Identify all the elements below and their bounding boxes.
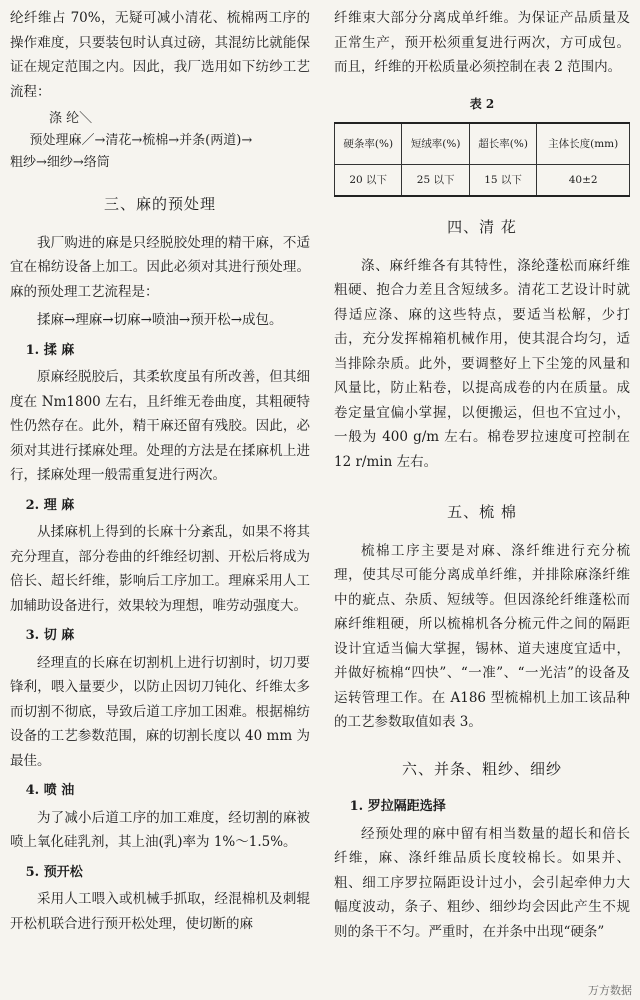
table-caption: 表 2 [469,96,495,111]
intro-paragraph: 纶纤维占 70%，无疑可减小清花、梳棉两工序的操作难度，只要装包时认真过磅，其混纺比就能保证在规定范围之内。因此，我厂选用如下纺纱工艺流程： [10,10,310,100]
table-header-cell: 超长率(%) [469,123,536,165]
table-cell: 40±2 [537,165,630,197]
table-2 [334,122,630,197]
table-cell: 15 以下 [469,165,536,197]
subheading-2: 2. 理 麻 [25,497,75,513]
subheading-6-1: 1. 罗拉隔距选择 [349,799,446,814]
left-column [10,6,310,936]
section-3-paragraph: 我厂购进的麻是只经脱胶处理的精干麻，不适宜在棉纺设备上加工。因此必须对其进行预处理。麻的预处理工艺流程是： [10,234,310,300]
paragraph-3: 经理直的长麻在切割机上进行切割时，切刀要锋利，喂入量要少，以防止因切刀钝化、纤维太多而切割不彻底，导致后道工序加工困难。根据棉纺设备的工艺参数范围，麻的切割长度以 40 mm 为最佳。 [10,654,310,769]
section-heading-6: 六、并条、粗纱、细纱 [401,759,562,778]
flow-line-3: 粗纱→细纱→络筒 [10,155,110,170]
section-heading-3: 三、麻的预处理 [103,195,216,213]
subheading-4: 4. 喷 油 [25,783,75,798]
table-row [335,165,630,197]
spinning-process-flow [10,108,310,174]
flow-line-1: 涤 纶＼ [49,111,93,126]
flow-line-2: 预处理麻／→清花→梳棉→并条(两道)→ [29,133,253,148]
paragraph-4: 为了减小后道工序的加工难度，经切割的麻被喷上氧化硅乳剂，其上油(乳)率为 1%～1.5%。 [10,809,310,850]
table-header-cell: 硬条率(%) [335,123,402,165]
section-5-paragraph: 梳棉工序主要是对麻、涤纤维进行充分梳理，使其尽可能分离成单纤维，并排除麻涤纤维中的疵点、杂质、短绒等。但因涤纶纤维蓬松而麻纤维粗硬，所以梳棉机各分梳元件之间的隔距设计宜适当偏大掌握，锡林、道夫速度宜适中，并做好梳棉“四快”、“一准”、“一光洁”的设备及运转管理工作。在 A186 型梳棉机上加工该品种的工艺参数取值如表 3。 [334,542,630,730]
continued-paragraph: 纤维束大部分分离成单纤维。为保证产品质量及正常生产，预开松须重复进行两次，方可成包。而且，纤维的开松质量必须控制在表 2 范围内。 [334,10,630,75]
subheading-5: 5. 预开松 [25,864,83,880]
pretreatment-flow: 揉麻→理麻→切麻→喷油→预开松→成包。 [37,312,283,328]
table-cell: 25 以下 [402,165,469,197]
subheading-3: 3. 切 麻 [25,628,75,643]
paragraph-2: 从揉麻机上得到的长麻十分紊乱，如果不将其充分理直，部分卷曲的纤维经切割、开松后将成为倍长、超长纤维，影响后工序加工。理麻采用人工加辅助设备进行，效果较为理想，唯劳动强度大。 [10,524,310,614]
table-header-cell: 短绒率(%) [402,123,469,165]
table-header-row [335,123,630,165]
section-heading-4: 四、清 花 [447,218,517,236]
paragraph-6-1: 经预处理的麻中留有相当数量的超长和倍长纤维，麻、涤纤维品质长度较棉长。如果并、粗、细工序罗拉隔距设计过小，会引起牵伸力大幅度波动，条子、粗纱、细纱均会因此产生不规则的条干不匀。严重时，在并条中出现“硬条” [334,825,630,940]
right-column [334,6,630,944]
section-4-paragraph: 涤、麻纤维各有其特性，涤纶蓬松而麻纤维粗硬、抱合力差且含短绒多。清花工艺设计时就得适应涤、麻的这些特点，要适当松解，少打击，充分发挥棉箱机械作用，使其混合均匀，适当排除杂质。此外，要调整好上下尘笼的风量和风量比，防止粘卷，以提高成卷的内在质量。成卷定量宜偏小掌握，以便搬运，但也不宜过小，一般为 400 g/m 左右。棉卷罗拉速度可控制在 12 r/min 左右。 [334,257,630,470]
table-cell: 20 以下 [335,165,402,197]
paragraph-1: 原麻经脱胶后，其柔软度虽有所改善，但其细度在 Nm1800 左右，且纤维无卷曲度，其粗硬特性仍然存在。此外，精干麻还留有残胶。因此，必须对其进行揉麻处理。处理的方法是在揉麻机上进行，揉麻处理一般需重复进行两次。 [10,369,310,483]
section-heading-5: 五、梳 棉 [447,503,517,521]
paragraph-5: 采用人工喂入或机械手抓取，经混棉机及刺辊开松机联合进行预开松处理，使切断的麻 [10,891,310,932]
watermark: 万方数据 [588,984,632,997]
table-header-cell: 主体长度(mm) [537,123,630,165]
subheading-1: 1. 揉 麻 [25,342,75,358]
